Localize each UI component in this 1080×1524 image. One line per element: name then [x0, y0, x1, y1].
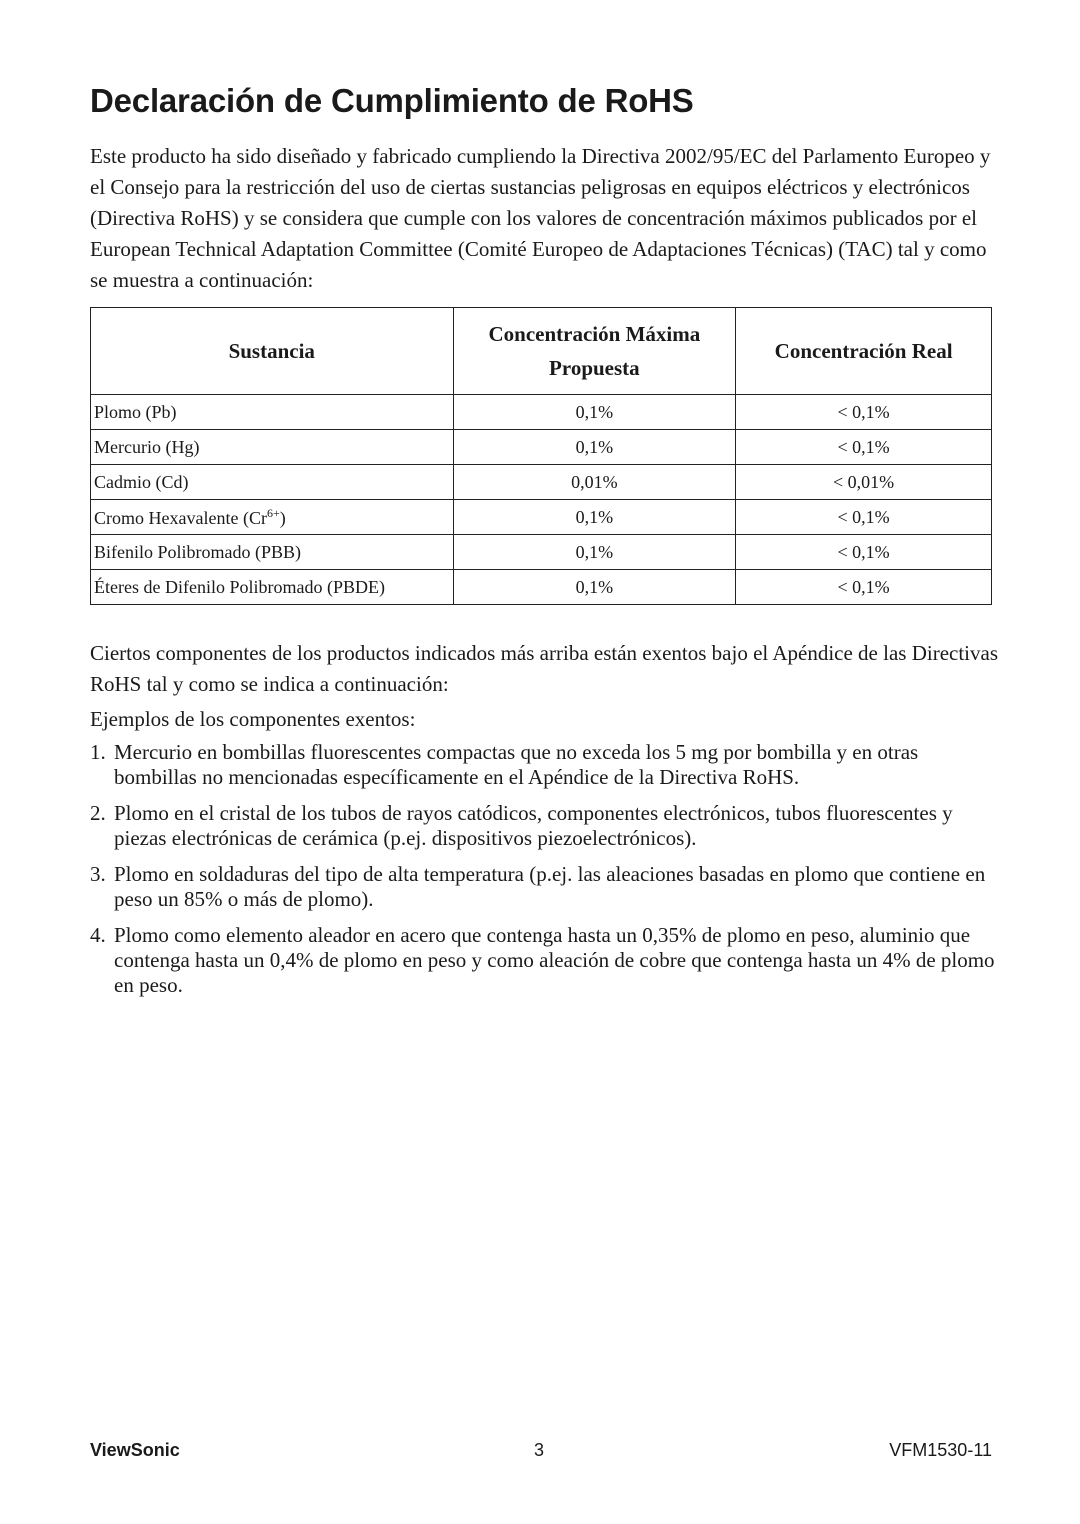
- real-cell: < 0,1%: [736, 535, 992, 570]
- list-item-number: 2.: [90, 801, 106, 825]
- max-cell: 0,1%: [453, 570, 736, 605]
- list-item-text: Plomo en el cristal de los tubos de rayos catódicos, componentes electrónicos, tubos fluorescentes y piezas electrónicas de cerámica (p.ej. dispositivos piezoelectrónicos).: [114, 801, 953, 850]
- intro-paragraph: Este producto ha sido diseñado y fabricado cumpliendo la Directiva 2002/95/EC del Parlamento Europeo y el Consejo para la restricción del uso de ciertas sustancias peligrosas en equipos eléctricos y electrónicos (Directiva RoHS) y se considera que cumple con los valores de concentración máximos publicados por el European Technical Adaptation Committee (Comité Europeo de Adaptaciones Técnicas) (TAC) tal y como se muestra a continuación:: [90, 144, 991, 292]
- table-row: [91, 465, 992, 500]
- max-cell: 0,1%: [453, 395, 736, 430]
- table-row: [91, 430, 992, 465]
- header-max-concentration: [453, 308, 736, 395]
- substance-name: Cromo Hexavalente (Cr: [94, 507, 267, 528]
- table-row: [91, 395, 992, 430]
- substance-cell: Bifenilo Polibromado (PBB): [91, 535, 454, 570]
- real-cell: < 0,1%: [736, 395, 992, 430]
- table-header-row: [91, 308, 992, 395]
- substance-cell: Cadmio (Cd): [91, 465, 454, 500]
- header-real-concentration: Concentración Real: [736, 308, 992, 395]
- substance-suffix: ): [279, 507, 286, 528]
- list-item: [90, 740, 1005, 790]
- max-cell: 0,1%: [453, 430, 736, 465]
- substance-cell: [91, 500, 454, 535]
- header-max-line1: Concentración Máxima: [488, 322, 701, 346]
- list-item: [90, 801, 1005, 851]
- table-row: [91, 535, 992, 570]
- list-item-text: Plomo en soldaduras del tipo de alta temperatura (p.ej. las aleaciones basadas en plomo que contiene en peso un 85% o más de plomo).: [114, 862, 986, 911]
- page-number: 3: [534, 1440, 545, 1460]
- list-item-text: Mercurio en bombillas fluorescentes compactas que no exceda los 5 mg por bombilla y en otras bombillas no mencionadas específicamente en el Apéndice de la Directiva RoHS.: [114, 740, 919, 789]
- real-cell: < 0,1%: [736, 430, 992, 465]
- real-cell: < 0,01%: [736, 465, 992, 500]
- model-number: VFM1530-11: [889, 1440, 992, 1460]
- footer-brand: ViewSonic: [90, 1440, 180, 1460]
- list-item-number: 4.: [90, 923, 106, 947]
- list-item-text: Plomo como elemento aleador en acero que contenga hasta un 0,35% de plomo en peso, aluminio que contenga hasta un 0,4% de plomo en peso y como aleación de cobre que contenga hasta un 4% de plomo en peso.: [114, 923, 995, 997]
- list-item-number: 1.: [90, 740, 106, 764]
- page-title: Declaración de Cumplimiento de RoHS: [90, 82, 694, 119]
- examples-heading: Ejemplos de los componentes exentos:: [90, 707, 416, 731]
- rohs-table: [90, 307, 992, 605]
- substance-cell: Éteres de Difenilo Polibromado (PBDE): [91, 570, 454, 605]
- substance-superscript: 6+: [266, 505, 280, 520]
- list-item-number: 3.: [90, 862, 106, 886]
- real-cell: < 0,1%: [736, 500, 992, 535]
- max-cell: 0,01%: [453, 465, 736, 500]
- list-item: [90, 923, 1005, 998]
- page-footer: [90, 1440, 992, 1464]
- max-cell: 0,1%: [453, 535, 736, 570]
- exempt-examples-list: [90, 740, 1005, 1009]
- substance-cell: Plomo (Pb): [91, 395, 454, 430]
- table-row: [91, 500, 992, 535]
- exemption-paragraph: Ciertos componentes de los productos indicados más arriba están exentos bajo el Apéndice de las Directivas RoHS tal y como se indica a continuación:: [90, 641, 998, 696]
- list-item: [90, 862, 1005, 912]
- real-cell: < 0,1%: [736, 570, 992, 605]
- substance-cell: Mercurio (Hg): [91, 430, 454, 465]
- header-substance: Sustancia: [91, 308, 454, 395]
- max-cell: 0,1%: [453, 500, 736, 535]
- table-row: [91, 570, 992, 605]
- header-max-line2: Propuesta: [549, 356, 640, 380]
